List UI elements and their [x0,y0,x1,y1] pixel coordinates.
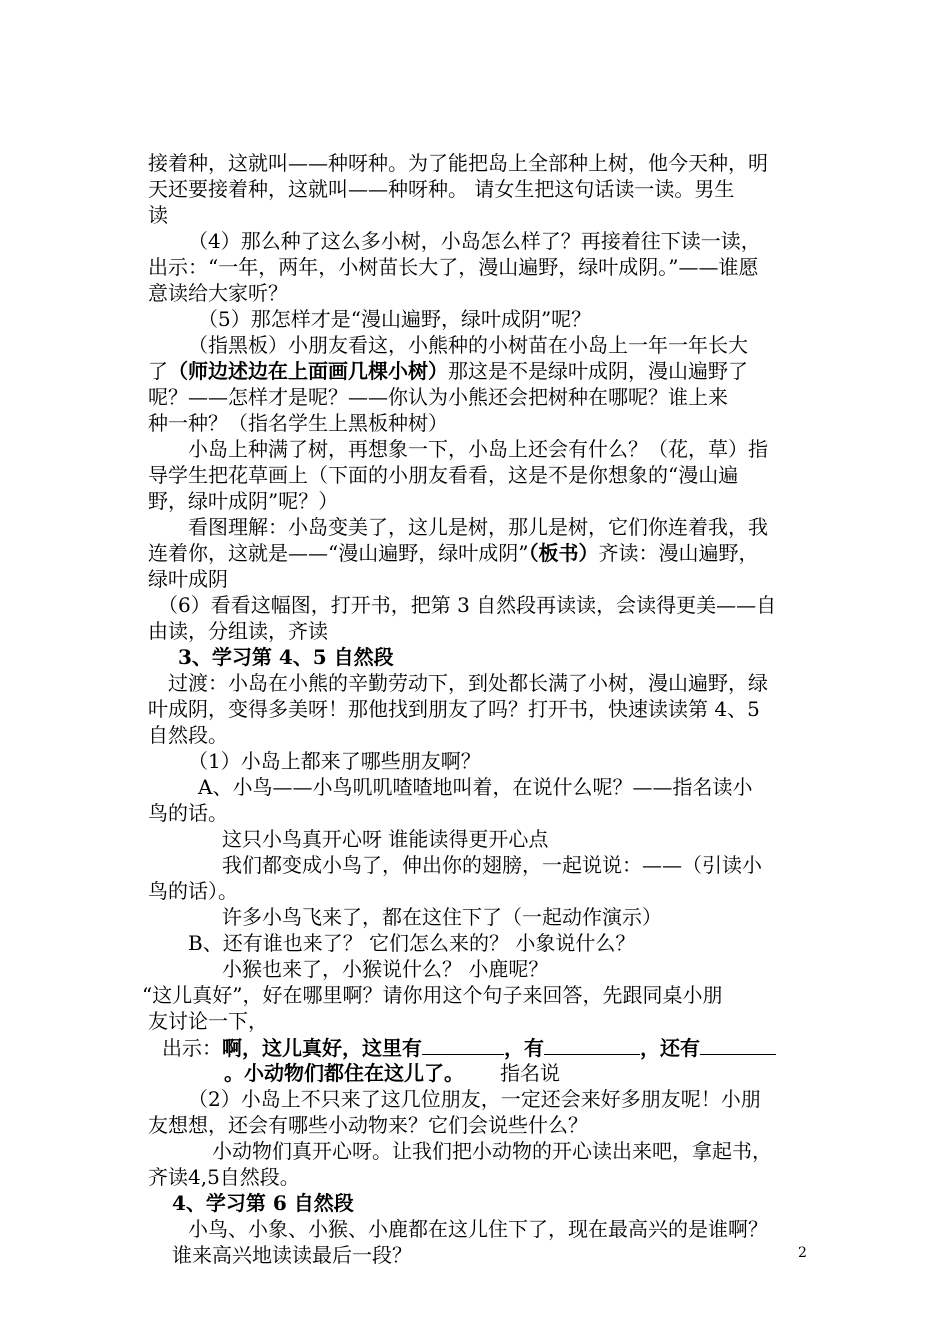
text-line: 鸟的话。 [148,801,228,825]
text-line: 接着种，这就叫——种呀种。为了能把岛上全部种上树，他今天种，明 [148,151,768,175]
text-line: 野，绿叶成阴”呢？） [148,489,339,513]
text-line: 友想想，还会有哪些小动物来？它们会说些什么？ [148,1113,588,1137]
fill-in-blank [700,1034,776,1055]
text-line [148,358,748,384]
text-line: “这儿真好”，好在哪里啊？请你用这个句子来回答，先跟同桌小朋 [142,983,723,1007]
text-line: 小鸟、小象、小猴、小鹿都在这儿住下了，现在最高兴的是谁啊？ [188,1217,768,1241]
text-line: 导学生把花草画上（下面的小朋友看看，这是不是你想象的“漫山遍 [148,463,739,487]
text-run: 那这是不是绿叶成阴，漫山遍野了 [448,359,748,383]
text-line: 小猴也来了，小猴说什么？ 小鹿呢？ [222,957,549,981]
section-heading: 3、学习第 4、5 自然段 [178,645,394,669]
text-line: 自然段。 [148,723,228,747]
text-line: 鸟的话）。 [148,879,238,903]
text-line: 这只小鸟真开心呀 谁能读得更开心点 [222,827,549,851]
text-run: 齐读：漫山遍野， [598,541,759,565]
text-line: 出示：“一年，两年，小树苗长大了，漫山遍野，绿叶成阴。”——谁愿 [148,255,759,279]
text-line: 叶成阴，变得多美呀！那他找到朋友了吗？打开书，快速读读第 4、5 [148,697,760,721]
fill-in-blank [544,1034,640,1055]
text-line: （5）那怎样才是“漫山遍野，绿叶成阴”呢？ [198,307,592,331]
text-line: 许多小鸟飞来了，都在这住下了（一起动作演示） [222,905,662,929]
text-line: 友讨论一下， [148,1009,268,1033]
text-line: 绿叶成阴 [148,567,228,591]
text-line: A、小鸟——小鸟叽叽喳喳地叫着，在说什么呢？——指名读小 [198,775,753,799]
text-line: （4）那么种了这么多小树，小岛怎么样了？再接着往下读一读， [188,229,761,253]
page-number: 2 [798,1245,807,1261]
text-line: 齐读4,5自然段。 [148,1165,300,1189]
text-line: 种一种？（指名学生上黑板种树） [148,411,448,435]
text-line [224,1060,560,1086]
text-line: 由读，分组读，齐读 [148,619,328,643]
text-line: B、还有谁也来了？ 它们怎么来的？ 小象说什么？ [188,931,636,955]
text-line: 天还要接着种，这就叫——种呀种。 请女生把这句话读一读。男生 [148,177,735,201]
text-run: 出示： [162,1036,222,1060]
text-line: 意读给大家听？ [148,281,288,305]
fill-in-blank [422,1034,504,1055]
section-heading: 4、学习第 6 自然段 [172,1191,354,1215]
text-line: 读 [148,203,168,227]
text-line: 小岛上种满了树，再想象一下，小岛上还会有什么？（花，草）指 [188,437,768,461]
text-line: （指黑板）小朋友看这，小熊种的小树苗在小岛上一年一年长大 [188,333,748,357]
bold-text-run: 啊，这儿真好，这里有 [222,1036,422,1060]
text-line [148,540,758,566]
text-line: 过渡：小岛在小熊的辛勤劳动下，到处都长满了小树，漫山遍野，绿 [168,671,768,695]
bold-text-run: （板书） [528,541,599,565]
text-line: 我们都变成小鸟了，伸出你的翅膀，一起说说：——（引读小 [222,853,762,877]
bold-text-run: 。小动物们都住在这儿了。 [224,1061,464,1085]
text-line: （6）看看这幅图，打开书，把第 3 自然段再读读，会读得更美——自 [158,593,777,617]
text-run: 指名说 [500,1061,560,1085]
text-line: （1）小岛上都来了哪些朋友啊？ [188,749,481,773]
text-line: 谁来高兴地读读最后一段？ [172,1243,412,1267]
text-run: 了 [148,359,168,383]
text-line [162,1034,776,1060]
text-line: 呢？——怎样才是呢？——你认为小熊还会把树种在哪呢？谁上来 [148,385,728,409]
text-line: （2）小岛上不只来了这几位朋友，一定还会来好多朋友呢！小朋 [188,1087,761,1111]
text-run: 连着你，这就是——“漫山遍野，绿叶成阴” [148,541,529,565]
text-line: 看图理解：小岛变美了，这儿是树，那儿是树，它们你连着我，我 [188,515,768,539]
bold-text-run: ，还有 [640,1036,700,1060]
text-line: 小动物们真开心呀。让我们把小动物的开心读出来吧，拿起书， [212,1139,772,1163]
bold-text-run: （师边述边在上面画几棵小树） [168,359,448,383]
bold-text-run: ，有 [504,1036,544,1060]
